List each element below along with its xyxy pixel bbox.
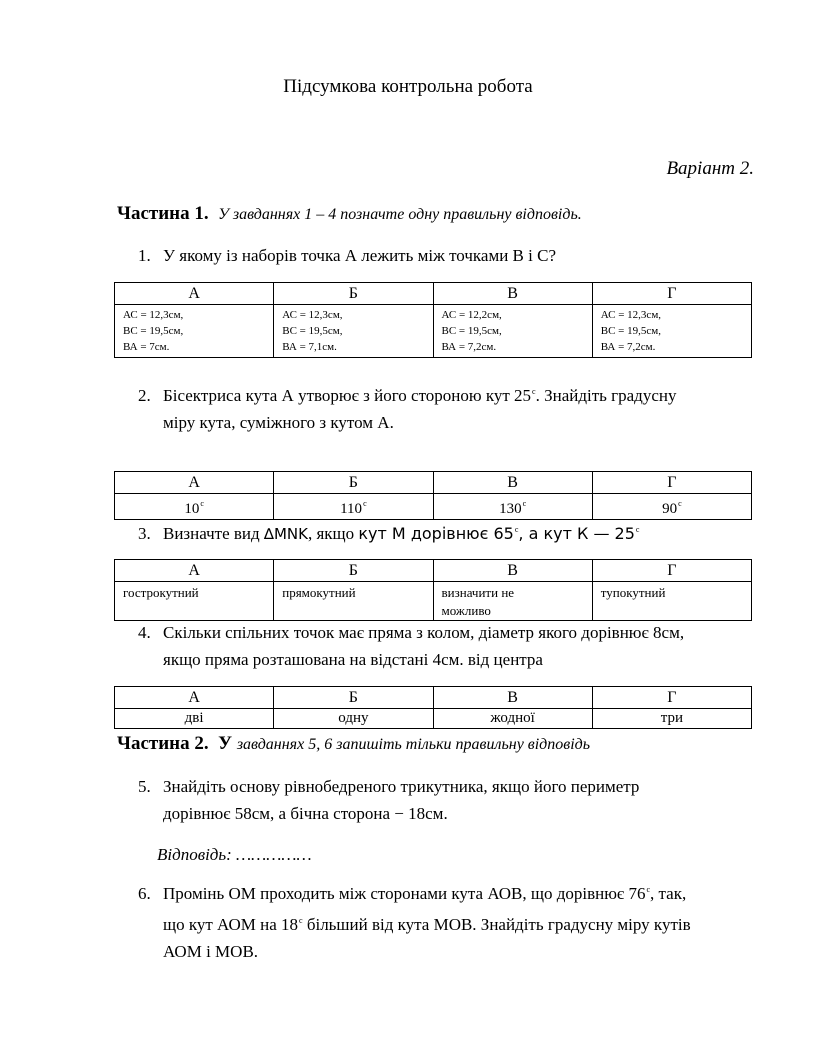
option-value: 10 <box>184 501 200 517</box>
degree-mark: с <box>532 387 536 396</box>
option-cell: дві <box>115 709 274 729</box>
option-cell: три <box>592 709 751 729</box>
q2-answer-table <box>114 471 752 520</box>
question-1 <box>138 242 556 269</box>
option-header: Б <box>274 472 433 494</box>
question-number: 5. <box>138 777 151 796</box>
option-cell <box>433 305 592 358</box>
degree-mark: с <box>200 499 204 508</box>
option-cell <box>592 305 751 358</box>
part2-heading <box>117 733 590 755</box>
option-header: Б <box>274 283 433 305</box>
degree-mark: с <box>363 499 367 508</box>
option-header: В <box>433 687 592 709</box>
question-text: Скільки спільних точок має пряма з колом, діаметр якого дорівнює 8см, <box>163 623 685 642</box>
option-line: ВС = 19,5см, <box>282 325 343 337</box>
page-title: Підсумкова контрольна робота <box>283 76 533 97</box>
question-3 <box>138 516 639 548</box>
question-number: 3. <box>138 524 151 543</box>
question-text: міру кута, суміжного з кутом А. <box>163 413 394 432</box>
option-header: Г <box>592 472 751 494</box>
option-cell: одну <box>274 709 433 729</box>
question-text: У якому із наборів точка А лежить між точками В і С? <box>163 246 557 265</box>
option-header: А <box>115 283 274 305</box>
degree-mark: с <box>678 499 682 508</box>
option-cell: жодної <box>433 709 592 729</box>
part1-label: Частина 1. <box>117 203 209 224</box>
question-text: Визначте вид <box>163 524 264 543</box>
option-header: Г <box>592 687 751 709</box>
question-6 <box>138 876 691 965</box>
option-header: Б <box>274 560 433 582</box>
question-4 <box>138 619 684 673</box>
question-text: більший від кута МОВ. Знайдіть градусну міру кутів <box>302 915 691 934</box>
option-line: ВА = 7,2см. <box>441 341 497 353</box>
q4-answer-table <box>114 686 752 729</box>
option-cell <box>274 305 433 358</box>
option-line: ВА = 7,2см. <box>600 341 656 353</box>
part2-instruction-start: У <box>218 733 233 754</box>
option-header: Б <box>274 687 433 709</box>
degree-mark: с <box>522 499 527 508</box>
q1-answer-table <box>114 282 752 358</box>
option-line: АС = 12,2см, <box>441 309 502 321</box>
option-header: А <box>115 560 274 582</box>
question-5 <box>138 773 639 827</box>
option-line: АС = 12,3см, <box>600 309 662 321</box>
degree-mark: с <box>635 525 640 534</box>
triangle-name: ∆MNK <box>263 525 308 543</box>
question-text: АОМ і МОВ. <box>163 942 259 961</box>
question-text: якщо пряма розташована на відстані 4см. від центра <box>163 650 543 669</box>
question-number: 2. <box>138 386 151 405</box>
option-line: АС = 12,3см, <box>282 309 343 321</box>
question-2 <box>138 378 676 436</box>
degree-mark: с <box>514 525 519 534</box>
option-line: АС = 12,3см, <box>123 309 184 321</box>
option-cell: визначити не можливо <box>433 582 592 621</box>
question-text: Бісектриса кута А утворює з його стороною кут 25 <box>163 386 532 405</box>
part1-instruction: У завданнях 1 – 4 позначте одну правильну відповідь. <box>218 206 582 223</box>
question-text: Промінь ОМ проходить між сторонами кута АОВ, що дорівнює 76 <box>163 884 646 903</box>
option-header: А <box>115 472 274 494</box>
option-line: ВА = 7см. <box>123 341 170 353</box>
question-text: , якщо <box>307 524 359 543</box>
option-cell: прямокутний <box>274 582 433 621</box>
option-value: 90 <box>662 501 678 517</box>
question-text: , а кут К — 25 <box>518 524 635 543</box>
part2-instruction: завданнях 5, 6 запишіть тільки правильну відповідь <box>236 736 591 753</box>
question-number: 4. <box>138 623 151 642</box>
question-text: дорівнює 58см, а бічна сторона − 18см. <box>163 804 448 823</box>
degree-mark: с <box>299 916 303 925</box>
option-header: В <box>433 560 592 582</box>
option-header: А <box>115 687 274 709</box>
option-header: В <box>433 472 592 494</box>
part2-label: Частина 2. <box>117 733 209 754</box>
option-cell <box>115 305 274 358</box>
option-value: 130 <box>499 501 522 517</box>
option-line: ВС = 19,5см, <box>600 325 661 337</box>
option-cell: гострокутний <box>115 582 274 621</box>
option-line: ВА = 7,1см. <box>282 341 337 353</box>
variant-label: Варіант 2. <box>666 158 754 179</box>
answer-line: Відповідь: …………… <box>157 845 312 864</box>
degree-mark: с <box>646 885 651 894</box>
question-text: . Знайдіть градусну <box>535 386 677 405</box>
option-value: 110 <box>340 501 363 517</box>
option-header: В <box>433 283 592 305</box>
option-line: ВС = 19,5см, <box>123 325 184 337</box>
question-text: що кут АОМ на 18 <box>163 915 299 934</box>
option-header: Г <box>592 283 751 305</box>
option-line: ВС = 19,5см, <box>441 325 502 337</box>
question-text: , так, <box>650 884 687 903</box>
question-number: 6. <box>138 884 151 903</box>
question-number: 1. <box>138 246 151 265</box>
question-text: Знайдіть основу рівнобедреного трикутника, якщо його периметр <box>163 777 640 796</box>
q3-answer-table <box>114 559 752 621</box>
option-cell: тупокутний <box>592 582 751 621</box>
question-text: кут М дорівнює 65 <box>358 524 514 543</box>
option-header: Г <box>592 560 751 582</box>
part1-heading <box>117 203 582 225</box>
